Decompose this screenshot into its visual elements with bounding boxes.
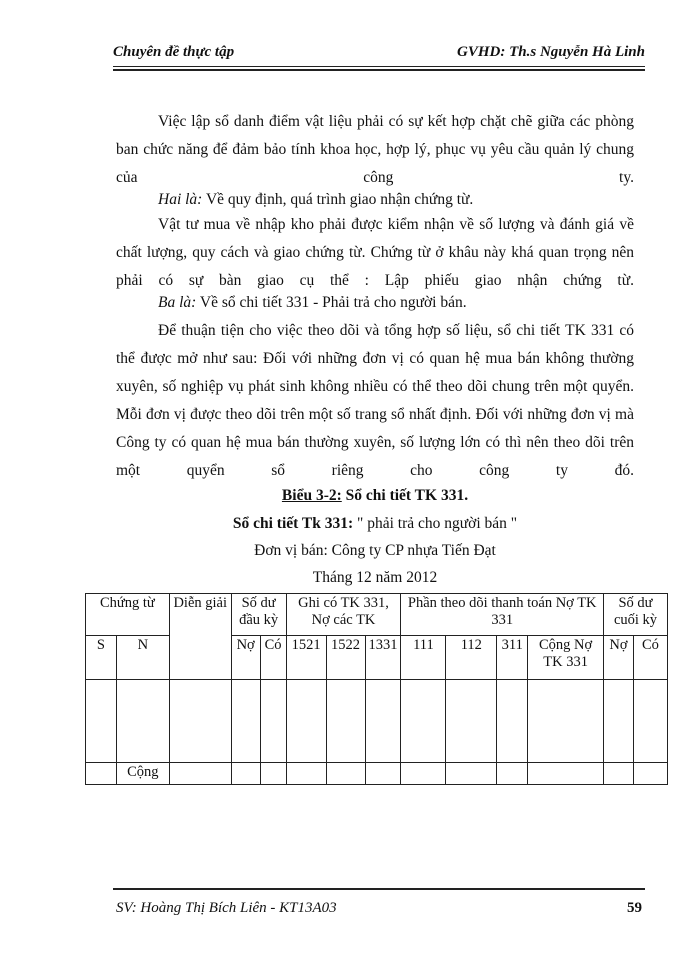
paragraph-3: Vật tư mua về nhập kho phải được kiểm nhận về số lượng và đánh giá về chất lượng, quy cách và giao chứng từ. Chứng từ ở khâu này khá quan trọng nên phải có sự bàn giao cụ thể : Lập phiếu giao nhận chứng từ. [116,216,634,289]
header-row-1 [86,594,668,636]
form-title [116,487,634,505]
col-co-cuoi: Có [633,636,667,680]
form-title-label: Biểu 3-2: [281,487,342,504]
col-dien-giai: Diễn giải [169,594,231,680]
col-ghi-co: Ghi có TK 331, Nợ các TK [286,594,401,636]
period-line: Tháng 12 năm 2012 [312,569,438,586]
col-no-cuoi: Nợ [604,636,634,680]
form-subtitle-text: " phải trả cho người bán " [353,515,518,532]
form-title-text: Sổ chi tiết TK 331. [341,487,469,504]
col-s: S [86,636,117,680]
form-subtitle [116,515,634,533]
paragraph-2 [116,186,634,214]
col-phan-theo-doi: Phần theo dõi thanh toán Nợ TK 331 [401,594,604,636]
ledger-table [85,593,668,785]
col-112: 112 [446,636,497,680]
paragraph-4-label: Ba là: [158,294,197,311]
col-so-du-cuoi-ky: Số dư cuối kỳ [604,594,668,636]
header-supervisor: GVHD: Th.s Nguyễn Hà Linh [457,44,645,60]
col-1522: 1522 [326,636,365,680]
form-subtitle-label: Sổ chi tiết Tk 331: [232,515,354,532]
total-label: Cộng [116,763,169,785]
col-chung-tu: Chứng từ [86,594,170,636]
paragraph-2-label: Hai là: [158,191,203,208]
col-111: 111 [401,636,446,680]
col-311: 311 [497,636,528,680]
col-no-dau: Nợ [231,636,260,680]
paragraph-5: Để thuận tiện cho việc theo dõi và tổng hợp số liệu, sổ chi tiết TK 331 có thể được mở như sau: Đối với những đơn vị có quan hệ mua bán không thường xuyên, số nghiệp vụ phát sinh không nhiều có thể theo dõi chung trên một quyển. Mỗi đơn vị được theo dõi trên một số trang sổ nhất định. Đối với những đơn vị mà Công ty có quan hệ mua bán thường xuyên, số lượng lớn có thì nên theo dõi trên một quyển sổ riêng cho công ty đó. [116,322,634,479]
col-n: N [116,636,169,680]
footer-student: SV: Hoàng Thị Bích Liên - KT13A03 [116,900,337,916]
page-number: 59 [627,900,642,916]
table-row-empty [86,680,668,763]
col-co-dau: Có [260,636,286,680]
col-so-du-dau-ky: Số dư đầu kỳ [231,594,286,636]
col-1521: 1521 [286,636,326,680]
paragraph-4-text: Về sổ chi tiết 331 - Phải trả cho người bán. [196,294,467,311]
footer-rule [113,888,645,890]
paragraph-1: Việc lập sổ danh điểm vật liệu phải có sự kết hợp chặt chẽ giữa các phòng ban chức năng để đảm bảo tính khoa học, hợp lý, phục vụ yêu cầu quản lý chung của công ty. [116,113,634,186]
col-cong-no: Cộng Nợ TK 331 [528,636,604,680]
table-row-total [86,763,668,785]
seller-line: Đơn vị bán: Công ty CP nhựa Tiến Đạt [254,542,496,559]
paragraph-4 [116,289,634,317]
col-1331: 1331 [365,636,401,680]
header-rule [113,66,645,71]
header-topic: Chuyên đề thực tập [113,44,235,60]
page-header [113,40,645,66]
paragraph-2-text: Về quy định, quá trình giao nhận chứng từ. [202,191,474,208]
